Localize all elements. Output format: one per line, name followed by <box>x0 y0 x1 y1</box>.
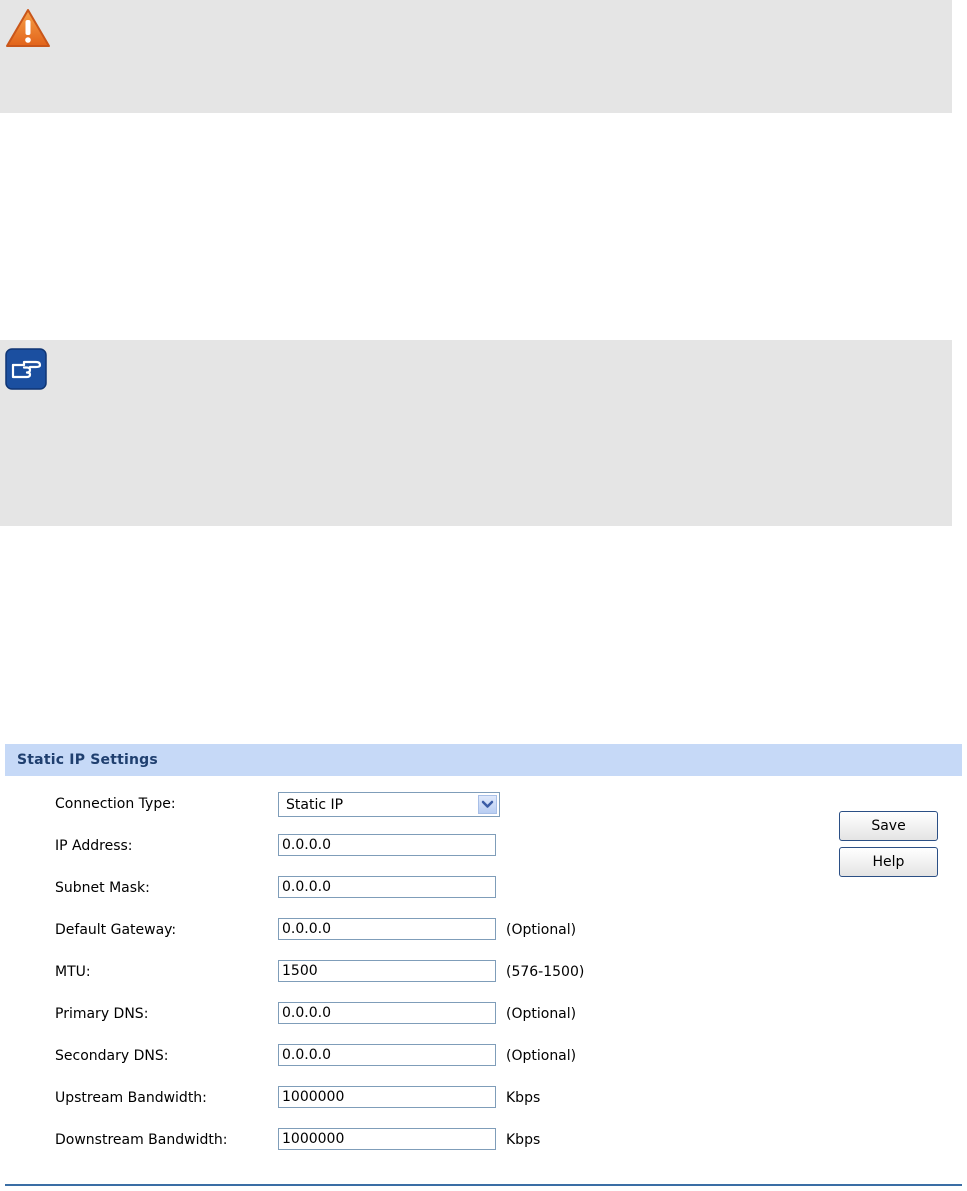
note-notice <box>0 340 952 526</box>
upstream-bandwidth-input[interactable] <box>278 1086 496 1108</box>
secondary-dns-note: (Optional) <box>506 1048 577 1064</box>
secondary-dns-input[interactable] <box>278 1044 496 1066</box>
chevron-down-icon[interactable] <box>478 795 497 814</box>
upstream-bandwidth-label: Upstream Bandwidth: <box>55 1090 207 1106</box>
save-button[interactable]: Save <box>839 811 938 841</box>
connection-type-label: Connection Type: <box>55 796 176 812</box>
panel-title: Static IP Settings <box>17 752 158 768</box>
mtu-input[interactable] <box>278 960 496 982</box>
pointing-hand-icon <box>5 348 47 394</box>
mtu-label: MTU: <box>55 964 91 980</box>
primary-dns-note: (Optional) <box>506 1006 577 1022</box>
default-gateway-note: (Optional) <box>506 922 577 938</box>
panel-header <box>5 744 962 776</box>
secondary-dns-label: Secondary DNS: <box>55 1048 169 1064</box>
primary-dns-input[interactable] <box>278 1002 496 1024</box>
upstream-bandwidth-unit: Kbps <box>506 1090 541 1106</box>
panel-bottom-border <box>5 1184 962 1186</box>
subnet-mask-label: Subnet Mask: <box>55 880 150 896</box>
ip-address-label: IP Address: <box>55 838 133 854</box>
help-button[interactable]: Help <box>839 847 938 877</box>
downstream-bandwidth-label: Downstream Bandwidth: <box>55 1132 228 1148</box>
default-gateway-input[interactable] <box>278 918 496 940</box>
warning-notice <box>0 0 952 113</box>
downstream-bandwidth-unit: Kbps <box>506 1132 541 1148</box>
subnet-mask-input[interactable] <box>278 876 496 898</box>
ip-address-input[interactable] <box>278 834 496 856</box>
default-gateway-label: Default Gateway: <box>55 922 177 938</box>
connection-type-value: Static IP <box>286 797 344 813</box>
static-ip-settings-panel <box>5 744 962 1184</box>
warning-icon <box>5 8 51 52</box>
downstream-bandwidth-input[interactable] <box>278 1128 496 1150</box>
connection-type-select[interactable] <box>278 792 500 817</box>
primary-dns-label: Primary DNS: <box>55 1006 149 1022</box>
mtu-range-note: (576-1500) <box>506 964 585 980</box>
